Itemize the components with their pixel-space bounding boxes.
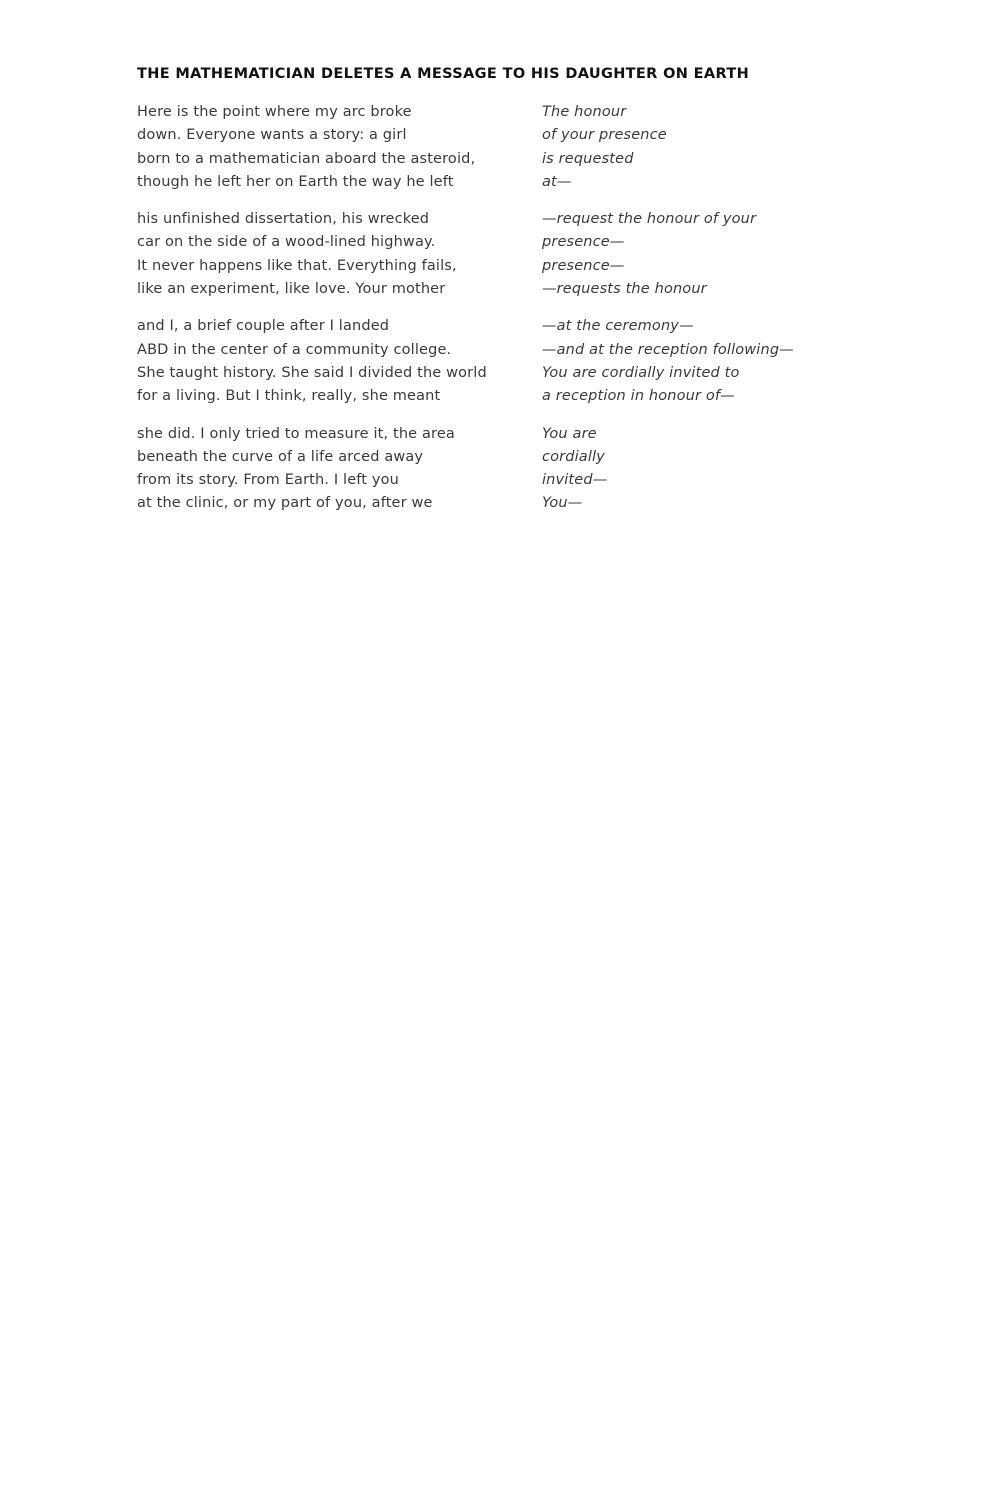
italic-line: at— xyxy=(542,173,572,190)
italic-line: presence— xyxy=(542,257,625,274)
italic-line: —requests the honour xyxy=(542,281,707,298)
italic-line: a reception in honour of— xyxy=(542,388,735,405)
italic-line: of your presence xyxy=(542,127,667,144)
left-stanza-3 xyxy=(137,315,517,408)
left-stanza-1 xyxy=(137,101,517,194)
poem-line: like an experiment, like love. Your mother xyxy=(137,281,446,298)
left-stanza-2 xyxy=(137,208,517,301)
italic-line: You— xyxy=(542,495,583,512)
poem-line: his unfinished dissertation, his wrecked xyxy=(137,211,430,228)
poem-line: though he left her on Earth the way he left xyxy=(137,173,454,190)
poem-title: THE MATHEMATICIAN DELETES A MESSAGE TO HIS DAUGHTER ON EARTH xyxy=(137,66,750,82)
poem-line: born to a mathematician aboard the asteroid, xyxy=(137,150,476,167)
italic-line: invited— xyxy=(542,472,608,489)
italic-line: —at the ceremony— xyxy=(542,318,694,335)
italic-line: You are cordially invited to xyxy=(542,364,740,381)
poem-line: It never happens like that. Everything fails, xyxy=(137,257,457,274)
italic-line: You are xyxy=(542,425,597,442)
poem-line: she did. I only tried to measure it, the area xyxy=(137,425,455,442)
poem-line: She taught history. She said I divided the world xyxy=(137,364,487,381)
left-column xyxy=(137,101,517,530)
poem-line: down. Everyone wants a story: a girl xyxy=(137,127,407,144)
italic-line: —and at the reception following— xyxy=(542,341,794,358)
italic-line: The honour xyxy=(542,104,627,120)
right-column xyxy=(542,101,872,530)
poem-line: beneath the curve of a life arced away xyxy=(137,448,424,465)
italic-line: cordially xyxy=(542,448,605,465)
poem-line: Here is the point where my arc broke xyxy=(137,104,412,120)
left-stanza-4 xyxy=(137,423,517,516)
poem-line: ABD in the center of a community college. xyxy=(137,341,452,358)
poem-line: for a living. But I think, really, she meant xyxy=(137,388,441,405)
poem-line: at the clinic, or my part of you, after we xyxy=(137,495,433,512)
right-stanza-1 xyxy=(542,101,872,194)
right-stanza-3 xyxy=(542,315,872,408)
poem-line: and I, a brief couple after I landed xyxy=(137,318,390,335)
poem-line: car on the side of a wood-lined highway. xyxy=(137,234,436,251)
right-stanza-4 xyxy=(542,423,872,516)
italic-line: presence— xyxy=(542,234,625,251)
right-stanza-2 xyxy=(542,208,872,301)
poem-line: from its story. From Earth. I left you xyxy=(137,472,399,489)
italic-line: —request the honour of your xyxy=(542,211,757,228)
italic-line: is requested xyxy=(542,150,634,167)
